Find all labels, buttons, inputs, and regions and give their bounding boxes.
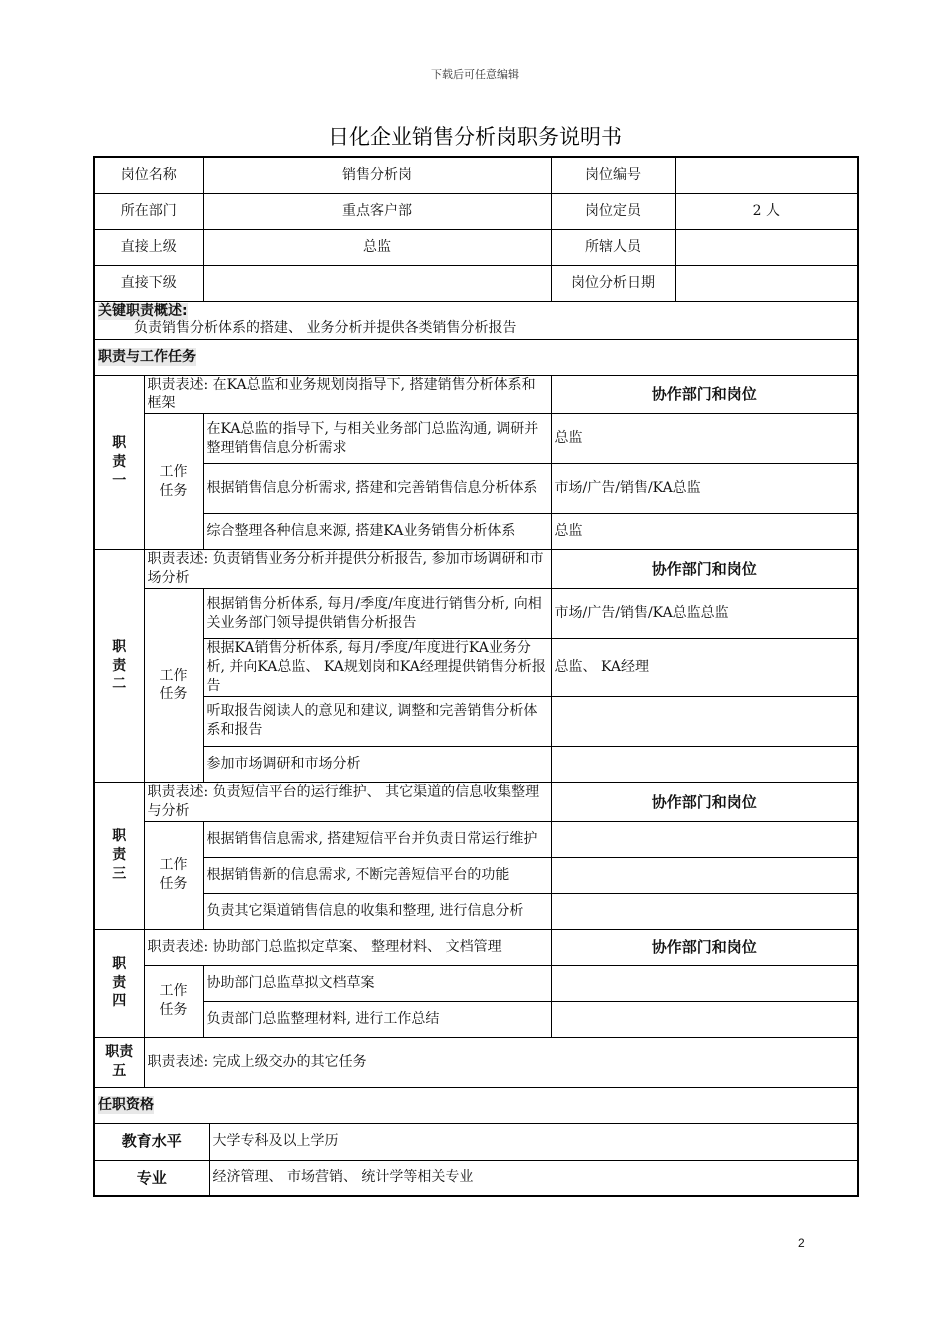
duty-2-task-3: 听取报告阅读人的意见和建议, 调整和完善销售分析体系和报告 — [203, 696, 551, 746]
duty-4-task-1-row — [94, 965, 858, 1001]
key-summary-text: 负责销售分析体系的搭建、 业务分析并提供各类销售分析报告 — [134, 320, 517, 336]
duty-1-description: 职责表述: 在KA总监和业务规划岗指导下, 搭建销售分析体系和框架 — [144, 375, 551, 414]
duty-1-task-1-collab: 总监 — [551, 414, 858, 464]
duty-2-task-1: 根据销售分析体系, 每月/季度/年度进行销售分析, 向相关业务部门领导提供销售分析报告 — [203, 589, 551, 639]
duty-2-task-2-collab: 总监、 KA经理 — [551, 639, 858, 697]
duty-3-task-1-row — [94, 821, 858, 857]
duty-2-task-1-collab: 市场/广告/销售/KA总监总监 — [551, 589, 858, 639]
duty-2-task-2: 根据KA销售分析体系, 每月/季度/年度进行KA业务分析, 并向KA总监、 KA规划岗和KA经理提供销售分析报告 — [203, 639, 551, 697]
duty-3-label: 职责三 — [94, 782, 144, 929]
duty-1-description-row — [94, 375, 858, 414]
duty-1-task-2-collab: 市场/广告/销售/KA总监 — [551, 464, 858, 514]
duty-4-task-1: 协助部门总监草拟文档草案 — [203, 965, 551, 1001]
qualifications-section-label: 任职资格 — [98, 1096, 154, 1113]
info-row-direct-reports — [94, 265, 858, 301]
education-label: 教育水平 — [94, 1123, 209, 1160]
subordinates-value — [675, 229, 858, 265]
duty-4-task-2: 负责部门总监整理材料, 进行工作总结 — [203, 1001, 551, 1037]
duty-1-task-3: 综合整理各种信息来源, 搭建KA业务销售分析体系 — [203, 514, 551, 550]
duty-2-description-row — [94, 550, 858, 589]
duty-2-task-4-collab — [551, 746, 858, 782]
duty-4-collab-header: 协作部门和岗位 — [551, 929, 858, 965]
duty-2-task-4: 参加市场调研和市场分析 — [203, 746, 551, 782]
duty-3-task-2: 根据销售新的信息需求, 不断完善短信平台的功能 — [203, 857, 551, 893]
duty-1-task-1: 在KA总监的指导下, 与相关业务部门总监沟通, 调研并整理销售信息分析需求 — [203, 414, 551, 464]
duty-1-task-3-collab: 总监 — [551, 514, 858, 550]
headcount-value: 2 人 — [675, 193, 858, 229]
duty-2-task-3-collab — [551, 696, 858, 746]
duty-3-task-2-row — [94, 857, 858, 893]
duty-3-collab-header: 协作部门和岗位 — [551, 782, 858, 821]
analysis-date-value — [675, 265, 858, 301]
duty-3-task-3-row — [94, 893, 858, 929]
info-row-superior — [94, 229, 858, 265]
subordinates-label: 所辖人员 — [551, 229, 675, 265]
duty-3-task-3: 负责其它渠道销售信息的收集和整理, 进行信息分析 — [203, 893, 551, 929]
education-value: 大学专科及以上学历 — [209, 1123, 858, 1160]
page-number: 2 — [798, 1236, 805, 1250]
headcount-label: 岗位定员 — [551, 193, 675, 229]
duty-5-description: 职责表述: 完成上级交办的其它任务 — [144, 1037, 858, 1087]
key-summary-label: 关键职责概述: — [98, 303, 188, 320]
duties-section-label: 职责与工作任务 — [98, 348, 196, 365]
major-label: 专业 — [94, 1160, 209, 1196]
duty-1-work-tasks-label: 工作任务 — [144, 414, 203, 550]
duty-4-task-2-row — [94, 1001, 858, 1037]
duty-2-task-1-row — [94, 589, 858, 639]
duty-5-row — [94, 1037, 858, 1087]
duty-1-task-3-row — [94, 514, 858, 550]
duty-1-task-1-row — [94, 414, 858, 464]
duty-2-task-3-row — [94, 696, 858, 746]
duty-2-collab-header: 协作部门和岗位 — [551, 550, 858, 589]
duty-5-label: 职责五 — [94, 1037, 144, 1087]
direct-reports-label: 直接下级 — [94, 265, 203, 301]
duty-3-task-1-collab — [551, 821, 858, 857]
duty-1-task-2-row — [94, 464, 858, 514]
major-row — [94, 1160, 858, 1196]
position-code-value — [675, 157, 858, 193]
direct-reports-value — [203, 265, 551, 301]
analysis-date-label: 岗位分析日期 — [551, 265, 675, 301]
job-description-table — [93, 156, 859, 1197]
info-row-position — [94, 157, 858, 193]
education-row — [94, 1123, 858, 1160]
duty-4-work-tasks-label: 工作任务 — [144, 965, 203, 1037]
document-title: 日化企业销售分析岗职务说明书 — [328, 125, 622, 149]
superior-value: 总监 — [203, 229, 551, 265]
duty-4-label: 职责四 — [94, 929, 144, 1037]
department-label: 所在部门 — [94, 193, 203, 229]
qualifications-section-row — [94, 1087, 858, 1123]
superior-label: 直接上级 — [94, 229, 203, 265]
duty-2-description: 职责表述: 负责销售业务分析并提供分析报告, 参加市场调研和市场分析 — [144, 550, 551, 589]
duty-1-label: 职责一 — [94, 375, 144, 550]
department-value: 重点客户部 — [203, 193, 551, 229]
duty-3-task-1: 根据销售信息需求, 搭建短信平台并负责日常运行维护 — [203, 821, 551, 857]
duty-3-description-row — [94, 782, 858, 821]
duty-3-task-2-collab — [551, 857, 858, 893]
position-name-value: 销售分析岗 — [203, 157, 551, 193]
duty-4-task-1-collab — [551, 965, 858, 1001]
position-code-label: 岗位编号 — [551, 157, 675, 193]
duty-3-work-tasks-label: 工作任务 — [144, 821, 203, 929]
duty-2-task-2-row — [94, 639, 858, 697]
duty-2-work-tasks-label: 工作任务 — [144, 589, 203, 783]
duties-section-row — [94, 339, 858, 375]
header-note: 下载后可任意编辑 — [431, 68, 519, 81]
duty-3-task-3-collab — [551, 893, 858, 929]
duty-2-task-4-row — [94, 746, 858, 782]
duty-3-description: 职责表述: 负责短信平台的运行维护、 其它渠道的信息收集整理与分析 — [144, 782, 551, 821]
duty-4-task-2-collab — [551, 1001, 858, 1037]
key-summary-row — [94, 301, 858, 339]
duty-1-collab-header: 协作部门和岗位 — [551, 375, 858, 414]
duty-4-description: 职责表述: 协助部门总监拟定草案、 整理材料、 文档管理 — [144, 929, 551, 965]
duty-2-label: 职责二 — [94, 550, 144, 782]
major-value: 经济管理、 市场营销、 统计学等相关专业 — [209, 1160, 858, 1196]
duty-1-task-2: 根据销售信息分析需求, 搭建和完善销售信息分析体系 — [203, 464, 551, 514]
position-name-label: 岗位名称 — [94, 157, 203, 193]
info-row-department — [94, 193, 858, 229]
duty-4-description-row — [94, 929, 858, 965]
